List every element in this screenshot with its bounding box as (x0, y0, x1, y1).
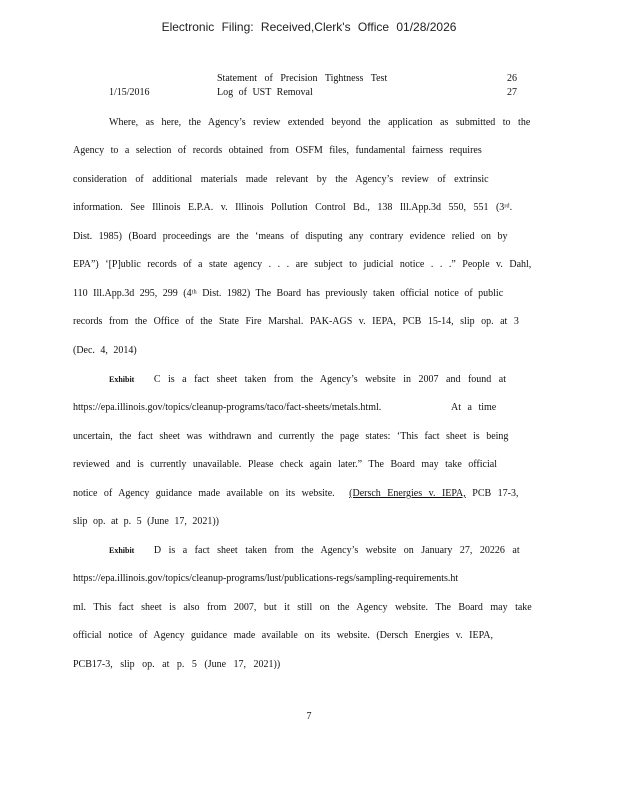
text-segment: PCB 17-3, (472, 488, 519, 499)
row-description: Statement of Precision Tightness Test (217, 73, 388, 84)
paragraph-3 (73, 545, 539, 673)
paragraph-1 (73, 117, 539, 357)
text-tail: At a time (451, 402, 497, 413)
text-line (73, 402, 539, 413)
exhibit-text: C is a fact sheet taken from the Agency’s website in 2007 and found at (153, 374, 506, 385)
text-line: Agency to a selection of records obtained from OSFM files, fundamental fairness requires (73, 145, 482, 156)
text-line: Where, as here, the Agency’s review extended beyond the application as submitted to the (109, 117, 531, 128)
text-line (73, 488, 519, 499)
text-line: uncertain, the fact sheet was withdrawn and currently the page states: ‘This fact sheet is being (73, 431, 509, 442)
text-line: EPA”) ‘[P]ublic records of a state agency . . . are subject to judicial notice . . .” People v. Dahl, (73, 259, 532, 270)
url-text: https://epa.illinois.gov/topics/cleanup-programs/taco/fact-sheets/metals.html. (73, 402, 382, 413)
row-date: 1/15/2016 (109, 87, 150, 98)
text-segment: notice of Agency guidance made available on its website. (73, 488, 335, 499)
row-page: 27 (507, 87, 517, 98)
case-citation: (Dersch Energies v. IEPA, (349, 488, 466, 499)
text-line (109, 545, 520, 556)
text-line: Dist. 1985) (Board proceedings are the ‘means of disputing any contrary evidence relied on by (73, 231, 508, 242)
row-description: Log of UST Removal (217, 87, 313, 98)
paragraph-2 (73, 374, 539, 530)
text-line: consideration of additional materials made relevant by the Agency’s review of extrinsic (73, 174, 489, 185)
text-line: records from the Office of the State Fire Marshal. PAK-AGS v. IEPA, PCB 15-14, slip op. at 3 (73, 316, 519, 327)
exhibit-label: Exhibit (109, 546, 135, 555)
text-line: (Dec. 4, 2014) (73, 345, 137, 356)
filing-stamp: Electronic Filing: Received,Clerk's Office 01/28/2026 (161, 20, 457, 34)
exhibit-text: D is a fact sheet taken from the Agency’s website on January 27, 20226 at (153, 545, 520, 556)
row-page: 26 (507, 73, 517, 84)
table-row (0, 73, 618, 87)
page-number: 7 (306, 711, 312, 722)
text-line (109, 374, 506, 385)
text-line: reviewed and is currently unavailable. Please check again later.” The Board may take official (73, 459, 497, 470)
text-line: information. See Illinois E.P.A. v. Illinois Pollution Control Bd., 138 Ill.App.3d 550, 551 (3ʳᵈ. (73, 202, 513, 213)
text-line: slip op. at p. 5 (June 17, 2021)) (73, 516, 219, 527)
text-line: official notice of Agency guidance made available on its website. (Dersch Energies v. IEPA, (73, 630, 493, 641)
exhibit-table (0, 73, 618, 101)
text-line: 110 Ill.App.3d 295, 299 (4ᵗʰ Dist. 1982) The Board has previously taken official notice of public (73, 288, 504, 299)
exhibit-label: Exhibit (109, 375, 135, 384)
text-line: ml. This fact sheet is also from 2007, but it still on the Agency website. The Board may take (73, 602, 532, 613)
text-line: PCB17-3, slip op. at p. 5 (June 17, 2021)) (73, 659, 281, 670)
table-row (0, 87, 618, 101)
text-line: https://epa.illinois.gov/topics/cleanup-programs/lust/publications-regs/sampling-requirements.ht (73, 573, 459, 584)
